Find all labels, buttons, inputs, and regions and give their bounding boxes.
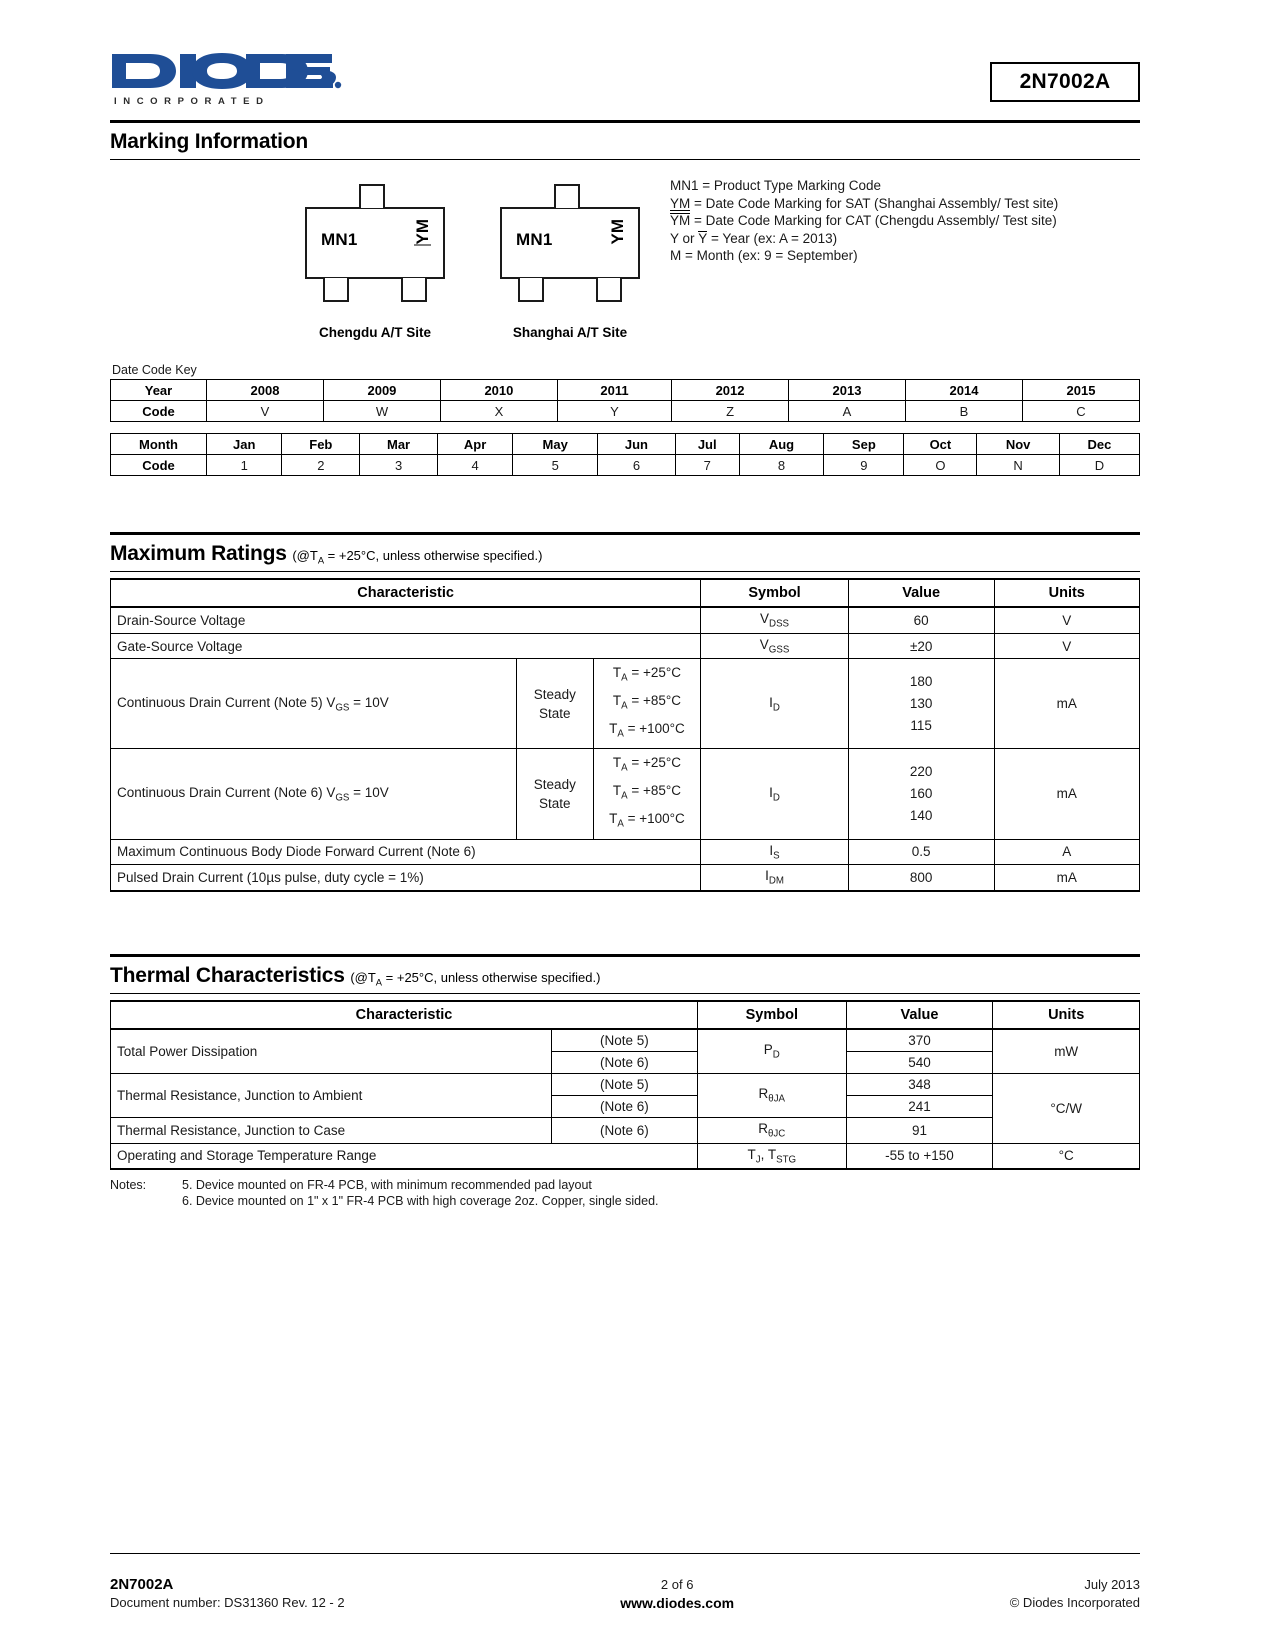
table-row (111, 839, 1140, 865)
month-cell: Mar (360, 434, 438, 455)
package-body (500, 207, 640, 279)
page-footer (0, 1576, 1275, 1612)
package-lead-bottom-right (401, 278, 427, 302)
table-row (111, 865, 1140, 891)
month-code-cell: N (977, 455, 1059, 476)
cell-units: mW (993, 1029, 1140, 1074)
cell-conditions (593, 749, 701, 839)
table-row (111, 1117, 1140, 1143)
date-code-month-table (110, 433, 1140, 476)
max-ratings-rule-bottom (110, 571, 1140, 572)
cell-symbol: $V_{DSS}$ (701, 607, 849, 633)
year-cell: 2014 (906, 380, 1023, 401)
cell-characteristic: Pulsed Drain Current (10µs pulse, duty cycle = 1%) (111, 865, 701, 891)
logo-subtitle: INCORPORATED (114, 96, 270, 107)
table-header-row (111, 1001, 1140, 1029)
table-row-month (111, 434, 1140, 455)
thermal-condition: ($@T_A = +25^\circ C$, unless otherwise specified.) (350, 969, 601, 988)
table-row-month-code (111, 455, 1140, 476)
section-rule-bottom (110, 159, 1140, 160)
marking-legend (670, 177, 1058, 265)
package-label-shanghai: Shanghai A/T Site (512, 325, 628, 340)
year-cell: 2013 (789, 380, 906, 401)
footer-website-link[interactable]: www.diodes.com (620, 1595, 735, 1611)
diodes-wordmark-icon (110, 48, 342, 94)
package-lead-top (554, 184, 580, 208)
cell-units: °C (993, 1143, 1140, 1169)
year-cell: 2012 (672, 380, 789, 401)
month-code-cell: 1 (207, 455, 282, 476)
month-cell: Nov (977, 434, 1059, 455)
year-code-cell: Z (672, 401, 789, 422)
value-line: 160 (909, 785, 933, 801)
table-row (111, 659, 1140, 749)
value-line: 130 (909, 695, 933, 711)
thermal-rule-top (110, 954, 1140, 957)
legend-line-year: Y or Y = Year (ex: A = 2013) (670, 230, 838, 246)
cell-units: V (994, 633, 1140, 659)
legend-line-ym-cat: YM = Date Code Marking for CAT (Chengdu Assembly/ Test site) (670, 213, 1057, 228)
section-rule-top (110, 120, 1140, 123)
page-header (0, 0, 1275, 120)
thermal-rule-bottom (110, 993, 1140, 994)
month-cell: Oct (904, 434, 977, 455)
cell-units: mA (994, 865, 1140, 891)
cell-mode: Steady State (516, 749, 593, 839)
month-code-cell: 3 (360, 455, 438, 476)
cell-units: A (994, 839, 1140, 865)
cell-note: (Note 6) (551, 1117, 697, 1143)
cell-symbol: $I_D$ (701, 749, 849, 839)
month-cell: Jun (598, 434, 676, 455)
cell-symbol: $P_D$ (698, 1029, 847, 1074)
package-diagram-shanghai (500, 207, 640, 340)
year-code-cell: Y (557, 401, 671, 422)
month-cell: May (513, 434, 598, 455)
row-header-year: Year (111, 380, 207, 401)
footer-document-number: Document number: DS31360 Rev. 12 - 2 (110, 1595, 345, 1610)
table-header-row (111, 579, 1140, 607)
column-header-symbol: Symbol (698, 1001, 847, 1029)
package-lead-bottom-left (518, 278, 544, 302)
footer-date: July 2013 (1084, 1577, 1140, 1592)
condition-line: $T_A = +25^\circ C$ (612, 665, 682, 685)
cell-symbol: $R_{\theta JA}$ (698, 1073, 847, 1117)
thermal-table (110, 1000, 1140, 1170)
month-cell: Jan (207, 434, 282, 455)
table-row (111, 1073, 1140, 1095)
column-header-value: Value (846, 1001, 993, 1029)
footer-left (110, 1576, 345, 1612)
max-ratings-table (110, 578, 1140, 892)
footer-center (345, 1576, 1010, 1612)
month-cell: Jul (675, 434, 739, 455)
cell-characteristic: Total Power Dissipation (111, 1029, 552, 1074)
row-header-month: Month (111, 434, 207, 455)
cell-value: ±20 (848, 633, 994, 659)
cell-value: 540 (846, 1051, 993, 1073)
footer-part-number: 2N7002A (110, 1576, 174, 1593)
package-date-code: YM (413, 219, 432, 245)
column-header-units: Units (993, 1001, 1140, 1029)
footer-rule (110, 1553, 1140, 1554)
package-lead-bottom-right (596, 278, 622, 302)
month-code-cell: 7 (675, 455, 739, 476)
notes-label: Notes: (110, 1178, 147, 1193)
year-cell: 2015 (1022, 380, 1139, 401)
legend-line-ym-sat: YM = Date Code Marking for SAT (Shanghai Assembly/ Test site) (670, 195, 1059, 211)
year-cell: 2008 (207, 380, 324, 401)
cell-value: 370 (846, 1029, 993, 1052)
year-code-cell: V (207, 401, 324, 422)
cell-symbol: $V_{GSS}$ (701, 633, 849, 659)
diodes-logo (110, 48, 350, 107)
cell-value: 60 (848, 607, 994, 633)
month-code-cell: 5 (513, 455, 598, 476)
month-cell: Sep (824, 434, 904, 455)
cell-characteristic: Operating and Storage Temperature Range (111, 1143, 698, 1169)
date-code-year-table (110, 379, 1140, 422)
column-header-value: Value (848, 579, 994, 607)
year-cell: 2010 (440, 380, 557, 401)
cell-note: (Note 6) (551, 1051, 697, 1073)
year-code-cell: W (323, 401, 440, 422)
package-type-code: MN1 (321, 230, 358, 249)
column-header-symbol: Symbol (701, 579, 849, 607)
package-diagram-chengdu (305, 207, 445, 340)
cell-characteristic: Gate-Source Voltage (111, 633, 701, 659)
year-code-cell: X (440, 401, 557, 422)
table-row-year (111, 380, 1140, 401)
table-row-year-code (111, 401, 1140, 422)
month-cell: Feb (282, 434, 360, 455)
condition-line: $T_A = +85^\circ C$ (612, 783, 682, 802)
package-type-code: MN1 (516, 230, 553, 249)
month-code-cell: 9 (824, 455, 904, 476)
table-row (111, 749, 1140, 839)
max-ratings-rule-top (110, 532, 1140, 535)
year-cell: 2009 (323, 380, 440, 401)
package-lead-bottom-left (323, 278, 349, 302)
year-code-cell: A (789, 401, 906, 422)
value-line: 140 (909, 807, 933, 823)
cell-characteristic: Continuous Drain Current (Note 6) $V_{GS} = 10V$ (111, 749, 517, 839)
table-row (111, 633, 1140, 659)
month-code-cell: 2 (282, 455, 360, 476)
date-code-key-caption: Date Code Key (112, 363, 197, 377)
cell-symbol: $T_J$, $T_{STG}$ (698, 1143, 847, 1169)
column-header-characteristic: Characteristic (111, 579, 701, 607)
month-code-cell: 8 (739, 455, 824, 476)
row-header-code: Code (111, 401, 207, 422)
year-cell: 2011 (557, 380, 671, 401)
month-cell: Aug (739, 434, 824, 455)
footer-page-number: 2 of 6 (660, 1577, 694, 1592)
condition-line: $T_A = +100^\circ C$ (609, 810, 685, 830)
footer-copyright: © Diodes Incorporated (1009, 1595, 1140, 1610)
max-ratings-title (110, 542, 1140, 566)
notes-block (110, 1177, 1275, 1209)
cell-characteristic: Maximum Continuous Body Diode Forward Current (Note 6) (111, 839, 701, 865)
cell-value: 0.5 (848, 839, 994, 865)
max-ratings-condition: ($@T_A = +25^\circ C$, unless otherwise specified.) (292, 548, 543, 566)
table-row (111, 1029, 1140, 1052)
cell-units: mA (994, 659, 1140, 749)
package-label-chengdu: Chengdu A/T Site (319, 325, 431, 340)
month-code-cell: 6 (598, 455, 676, 476)
condition-line: $T_A = +85^\circ C$ (612, 693, 682, 712)
legend-line-month: M = Month (ex: 9 = September) (670, 248, 858, 263)
package-body (305, 207, 445, 279)
max-ratings-heading: Maximum Ratings (110, 542, 287, 565)
notes-items (182, 1177, 659, 1209)
cell-value: 241 (846, 1095, 993, 1117)
cell-note: (Note 5) (551, 1073, 697, 1095)
cell-note: (Note 6) (551, 1095, 697, 1117)
month-code-cell: O (904, 455, 977, 476)
note-item: 5. Device mounted on FR-4 PCB, with minimum recommended pad layout (182, 1178, 592, 1193)
cell-units: V (994, 607, 1140, 633)
part-number-box: 2N7002A (990, 62, 1140, 102)
cell-values (848, 659, 994, 749)
row-header-code: Code (111, 455, 207, 476)
year-code-cell: B (906, 401, 1023, 422)
cell-characteristic: Continuous Drain Current (Note 5) $V_{GS} = 10V$ (111, 659, 517, 749)
value-line: 115 (910, 717, 932, 733)
cell-value: 91 (846, 1117, 993, 1143)
legend-line-mn1: MN1 = Product Type Marking Code (670, 178, 881, 193)
note-item: 6. Device mounted on 1" x 1" FR-4 PCB with high coverage 2oz. Copper, single sided. (182, 1194, 659, 1209)
cell-symbol: $I_S$ (701, 839, 849, 865)
cell-conditions (593, 659, 701, 749)
month-cell: Dec (1059, 434, 1139, 455)
package-date-code: YM (608, 219, 627, 245)
thermal-heading: Thermal Characteristics (110, 963, 345, 987)
cell-symbol: $R_{\theta JC}$ (698, 1117, 847, 1143)
table-row (111, 1143, 1140, 1169)
cell-characteristic: Drain-Source Voltage (111, 607, 701, 633)
value-line: 180 (909, 673, 933, 689)
cell-value: 348 (846, 1073, 993, 1095)
package-lead-top (359, 184, 385, 208)
cell-units: °C/W (993, 1073, 1140, 1143)
month-code-cell: D (1059, 455, 1139, 476)
year-code-cell: C (1022, 401, 1139, 422)
cell-mode: Steady State (516, 659, 593, 749)
cell-units: mA (994, 749, 1140, 839)
marking-section-title: Marking Information (110, 130, 309, 153)
month-code-cell: 4 (437, 455, 512, 476)
column-header-characteristic: Characteristic (111, 1001, 698, 1029)
cell-symbol: $I_{DM}$ (701, 865, 849, 891)
cell-characteristic: Thermal Resistance, Junction to Case (111, 1117, 552, 1143)
cell-note: (Note 5) (551, 1029, 697, 1052)
thermal-title (110, 964, 1140, 988)
cell-value: -55 to +150 (846, 1143, 993, 1169)
condition-line: $T_A = +100^\circ C$ (609, 720, 685, 740)
cell-characteristic: Thermal Resistance, Junction to Ambient (111, 1073, 552, 1117)
footer-right (1010, 1576, 1140, 1612)
marking-diagram-area (0, 178, 1275, 357)
cell-value: 800 (848, 865, 994, 891)
cell-symbol: $I_D$ (701, 659, 849, 749)
table-row (111, 607, 1140, 633)
cell-values (848, 749, 994, 839)
month-cell: Apr (437, 434, 512, 455)
value-line: 220 (909, 763, 933, 779)
column-header-units: Units (994, 579, 1140, 607)
condition-line: $T_A = +25^\circ C$ (612, 755, 682, 775)
